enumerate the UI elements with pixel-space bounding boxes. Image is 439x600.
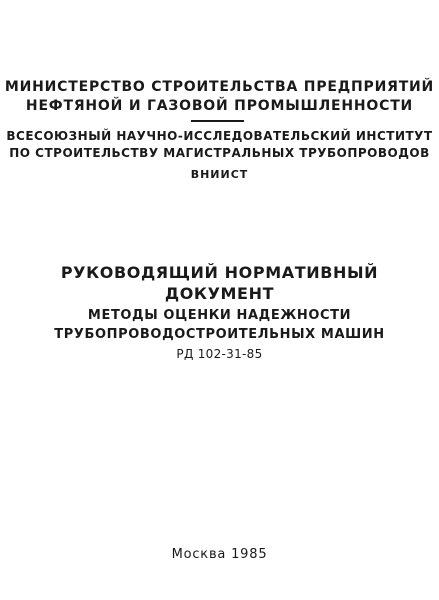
document-title-line-2: ТРУБОПРОВОДОСТРОИТЕЛЬНЫХ МАШИН	[54, 327, 385, 342]
institute-name-line-2: ПО СТРОИТЕЛЬСТВУ МАГИСТРАЛЬНЫХ ТРУБОПРОВОДОВ	[9, 146, 430, 160]
document-code: РД 102-31-85	[176, 347, 263, 361]
document-type-line-1: РУКОВОДЯЩИЙ НОРМАТИВНЫЙ	[60, 263, 379, 282]
document-type-line-2: ДОКУМЕНТ	[164, 284, 275, 303]
ministry-name-line-2: НЕФТЯНОЙ И ГАЗОВОЙ ПРОМЫШЛЕННОСТИ	[25, 98, 414, 114]
separator-rule	[191, 120, 244, 122]
ministry-name-line-1: МИНИСТЕРСТВО СТРОИТЕЛЬСТВА ПРЕДПРИЯТИЙ	[4, 79, 435, 95]
institute-name-line-1: ВСЕСОЮЗНЫЙ НАУЧНО-ИССЛЕДОВАТЕЛЬСКИЙ ИНСТИТУТ	[6, 129, 433, 143]
document-title-line-1: МЕТОДЫ ОЦЕНКИ НАДЕЖНОСТИ	[87, 308, 352, 323]
imprint-place-year: Москва 1985	[171, 547, 268, 562]
institute-abbreviation: ВНИИСТ	[190, 168, 249, 181]
